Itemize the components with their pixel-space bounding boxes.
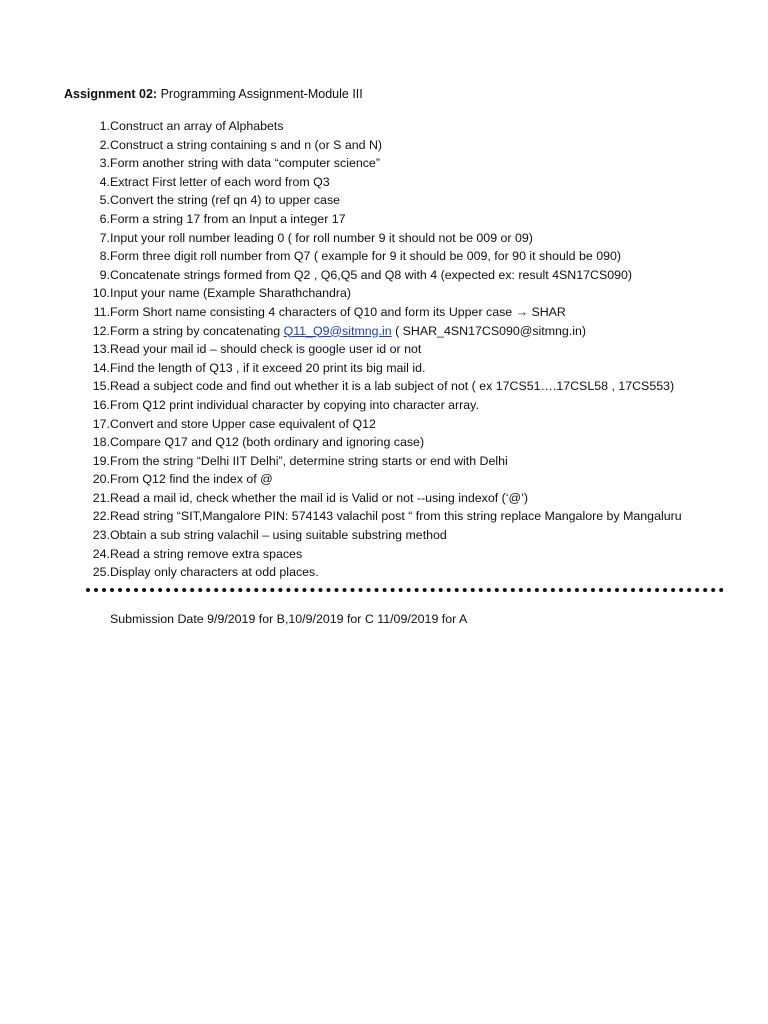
list-item xyxy=(64,433,744,452)
item-text: From Q12 print individual character by copying into character array. xyxy=(110,397,479,412)
item-number: 17. xyxy=(92,416,110,431)
item-text: Read a mail id, check whether the mail id is Valid or not --using indexof (‘@’) xyxy=(110,490,528,505)
list-item xyxy=(64,359,744,378)
email-link[interactable]: Q11_Q9@sitmng.in xyxy=(283,323,392,338)
item-text: Extract First letter of each word from Q3 xyxy=(110,174,330,189)
item-number: 19. xyxy=(92,453,110,468)
item-text xyxy=(110,322,586,341)
list-item xyxy=(64,452,744,471)
item-number: 13. xyxy=(92,342,110,357)
list-item xyxy=(64,284,744,303)
item-number: 15. xyxy=(92,379,110,394)
item-number: 10. xyxy=(92,286,110,301)
item-text: Compare Q17 and Q12 (both ordinary and ignoring case) xyxy=(110,435,425,450)
item-number: 3. xyxy=(99,156,110,171)
item-number: 16. xyxy=(92,397,110,412)
list-item xyxy=(64,247,744,266)
item-number: 18. xyxy=(92,435,110,450)
item-text: Convert and store Upper case equivalent of Q12 xyxy=(110,416,376,431)
assignment-title-rest: Programming Assignment-Module III xyxy=(157,87,363,101)
list-item xyxy=(64,377,744,396)
item-number: 7. xyxy=(99,230,110,245)
list-item xyxy=(64,117,744,136)
item-text: Find the length of Q13 , if it exceed 20 print its big mail id. xyxy=(110,360,426,375)
item-text: Read a string remove extra spaces xyxy=(110,546,303,561)
item-text: Input your roll number leading 0 ( for roll number 9 it should not be 009 or 09) xyxy=(110,230,533,245)
item-number: 20. xyxy=(92,472,110,487)
item-text: Construct a string containing s and n (or S and N) xyxy=(110,137,383,152)
item-number: 1. xyxy=(99,119,110,133)
list-item xyxy=(64,154,744,173)
list-item xyxy=(64,396,744,415)
item-number: 9. xyxy=(99,267,110,282)
list-item xyxy=(64,563,744,582)
list-item xyxy=(64,470,744,489)
list-item xyxy=(64,415,744,434)
item-text: Read string “SIT,Mangalore PIN: 574143 valachil post “ from this string replace Mangalore by Mangaluru xyxy=(110,509,682,524)
item-text: Read a subject code and find out whether it is a lab subject of not ( ex 17CS51….17CSL58 , 17CS553) xyxy=(110,379,675,394)
item-number: 21. xyxy=(92,490,110,505)
item-number: 24. xyxy=(92,546,110,561)
item-number: 4. xyxy=(99,174,110,189)
item-number: 25. xyxy=(92,565,110,580)
item-text: Convert the string (ref qn 4) to upper case xyxy=(110,193,341,208)
item-text-after-link: ( SHAR_4SN17CS090@sitmng.in) xyxy=(391,323,587,338)
item-text: Form a string 17 from an Input a integer 17 xyxy=(110,211,346,226)
list-item xyxy=(64,210,744,229)
item-number: 14. xyxy=(92,360,110,375)
item-number: 2. xyxy=(99,137,110,152)
item-text: Form three digit roll number from Q7 ( example for 9 it should be 009, for 90 it should be 090) xyxy=(110,249,622,264)
item-text-before-link: Form a string by concatenating xyxy=(110,323,284,338)
item-text: Read your mail id – should check is google user id or not xyxy=(110,342,422,357)
item-text: From the string “Delhi IIT Delhi”, determine string starts or end with Delhi xyxy=(110,453,508,468)
item-text: Input your name (Example Sharathchandra) xyxy=(110,286,352,301)
question-list xyxy=(64,117,744,582)
list-item xyxy=(64,526,744,545)
item-text: From Q12 find the index of @ xyxy=(110,472,273,487)
item-number: 8. xyxy=(99,249,110,264)
item-number: 6. xyxy=(99,211,110,226)
item-number: 23. xyxy=(92,528,110,543)
item-text: Obtain a sub string valachil – using suitable substring method xyxy=(110,528,447,543)
item-number: 22. xyxy=(92,509,110,524)
item-number: 5. xyxy=(99,193,110,208)
submission-date: Submission Date 9/9/2019 for B,10/9/2019 for C 11/09/2019 for A xyxy=(110,612,468,626)
list-item xyxy=(64,322,744,341)
assignment-title-bold: Assignment 02: xyxy=(64,87,158,101)
list-item xyxy=(64,191,744,210)
list-item xyxy=(64,303,744,322)
item-text: Form another string with data “computer science” xyxy=(110,156,380,171)
assignment-title xyxy=(64,87,363,101)
item-text: Concatenate strings formed from Q2 , Q6,Q5 and Q8 with 4 (expected ex: result 4SN17CS090) xyxy=(110,267,633,282)
item-text: Construct an array of Alphabets xyxy=(110,119,284,133)
list-item xyxy=(64,489,744,508)
list-item xyxy=(64,340,744,359)
list-item xyxy=(64,173,744,192)
dotted-divider xyxy=(86,588,724,592)
item-text: Display only characters at odd places. xyxy=(110,565,319,580)
item-number: 12. xyxy=(92,323,110,338)
list-item xyxy=(64,229,744,248)
list-item xyxy=(64,266,744,285)
list-item xyxy=(64,507,744,526)
item-number: 11. xyxy=(93,304,110,319)
list-item xyxy=(64,545,744,564)
item-text: Form Short name consisting 4 characters of Q10 and form its Upper case → SHAR xyxy=(110,304,566,319)
list-item xyxy=(64,136,744,155)
